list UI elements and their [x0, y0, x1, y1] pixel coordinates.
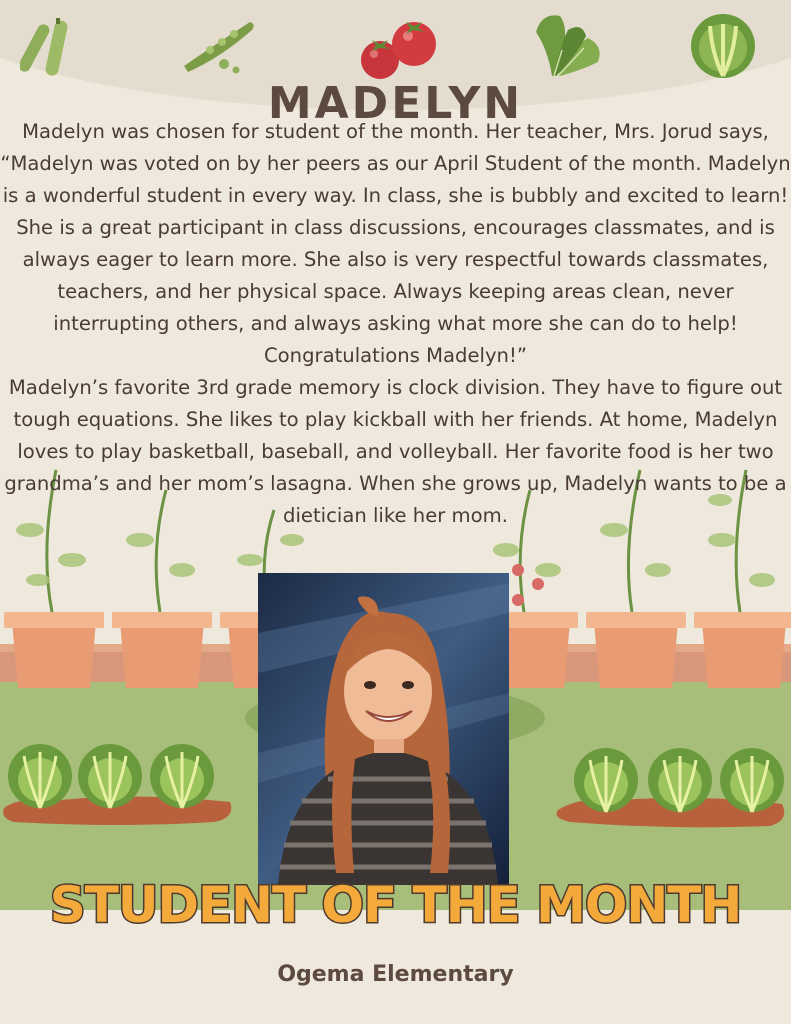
student-of-the-month-banner: STUDENT OF THE MONTH	[49, 876, 742, 934]
favorites-paragraph: Madelyn’s favorite 3rd grade memory is clock division. They have to figure out tough equations. She likes to play kickball with her friends. At home, Madelyn loves to play basketball, baseball, and volleyball. Her favorite food is her two grandma’s and her mom’s lasagna. When she grows up, Madelyn wants to be a dietician like her mom.	[4, 376, 787, 527]
school-name: Ogema Elementary	[277, 962, 514, 987]
tomato-icon	[356, 16, 442, 82]
teacher-quote-paragraph: Madelyn was chosen for student of the month. Her teacher, Mrs. Jorud says, “Madelyn was voted on by her peers as our April Student of the month. Madelyn is a wonderful student in every way. In class, she is bubbly and excited to learn! She is a great participant in class discussions, encourages classmates, and is always eager to learn more. She also is very respectful towards classmates, teachers, and her physical space. Always keeping areas clean, never interrupting others, and always asking what more she can do to help! Congratulations Madelyn!”	[0, 120, 791, 367]
spinach-icon	[532, 10, 604, 80]
lettuce-icon	[688, 10, 758, 80]
student-photo	[258, 573, 509, 885]
pea-pod-icon	[180, 14, 260, 74]
cucumber-icon	[20, 18, 82, 78]
student-story	[0, 116, 791, 532]
student-name: MADELYN	[267, 78, 524, 129]
